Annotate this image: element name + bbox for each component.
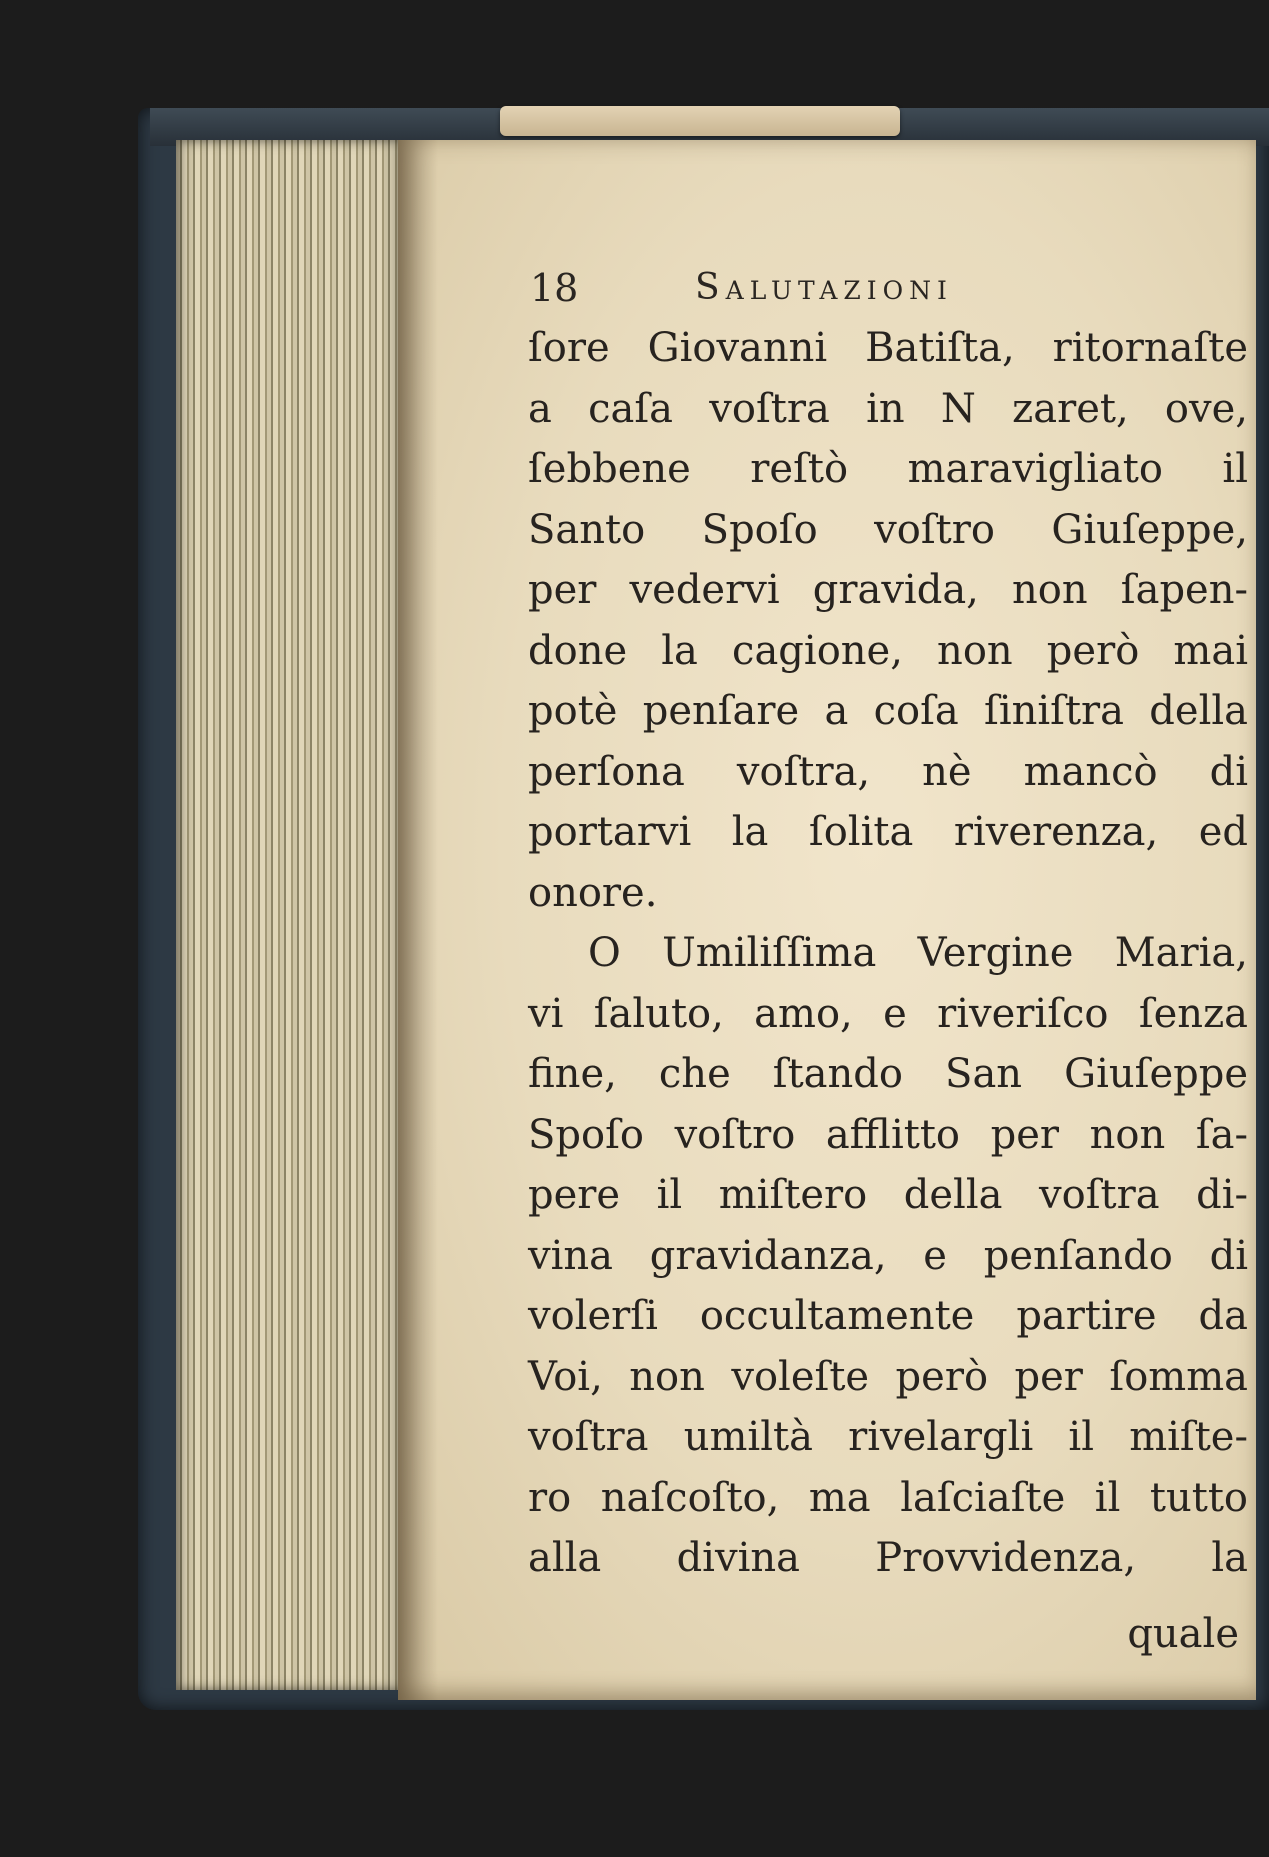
text-line: volerſi occultamente partire da: [528, 1293, 1248, 1339]
text-line: alla divina Provvidenza, la: [528, 1535, 1248, 1581]
body-text: [528, 318, 1248, 1589]
text-line: voſtra umiltà rivelargli il miſte-: [528, 1414, 1248, 1460]
paragraph-start-line: O Umiliſſima Vergine Maria,: [588, 930, 1248, 976]
text-line: fine, che ſtando San Giuſeppe: [528, 1051, 1248, 1097]
text-line: ro naſcoſto, ma laſciaſte il tutto: [528, 1474, 1248, 1521]
text-line: ſebbene reſtò maravigliato il: [528, 446, 1248, 492]
repair-tape: [500, 106, 900, 136]
text-line: portarvi la ſolita riverenza, ed: [528, 809, 1248, 855]
text-line: done la cagione, non però mai: [528, 627, 1248, 674]
text-line: Santo Spoſo voſtro Giuſeppe,: [528, 506, 1248, 553]
text-line: potè penſare a coſa ſiniſtra della: [528, 688, 1248, 734]
running-head: Salutazioni: [695, 267, 953, 308]
page-edges: [176, 140, 404, 1690]
text-line: Spoſo voſtro afflitto per non ſa-: [528, 1111, 1248, 1158]
text-line: vina gravidanza, e penſando di: [528, 1232, 1248, 1279]
text-line: pere il miſtero della voſtra di-: [528, 1172, 1248, 1218]
text-line: ſore Giovanni Batiſta, ritornaſte: [528, 325, 1248, 371]
catchword: quale: [1127, 1611, 1239, 1657]
gutter-shadow: [398, 140, 438, 1700]
page-number: 18: [530, 266, 579, 310]
text-line: per vedervi gravida, non ſapen-: [528, 567, 1248, 613]
page-header: [530, 263, 1250, 313]
text-line: a caſa voſtra in N zaret, ove,: [528, 385, 1248, 432]
text-line: perſona voſtra, nè mancò di: [528, 748, 1248, 795]
text-line: onore.: [528, 869, 658, 916]
text-line: vi ſaluto, amo, e riveriſco ſenza: [528, 990, 1248, 1037]
text-line: Voi, non voleſte però per ſomma: [528, 1353, 1248, 1400]
